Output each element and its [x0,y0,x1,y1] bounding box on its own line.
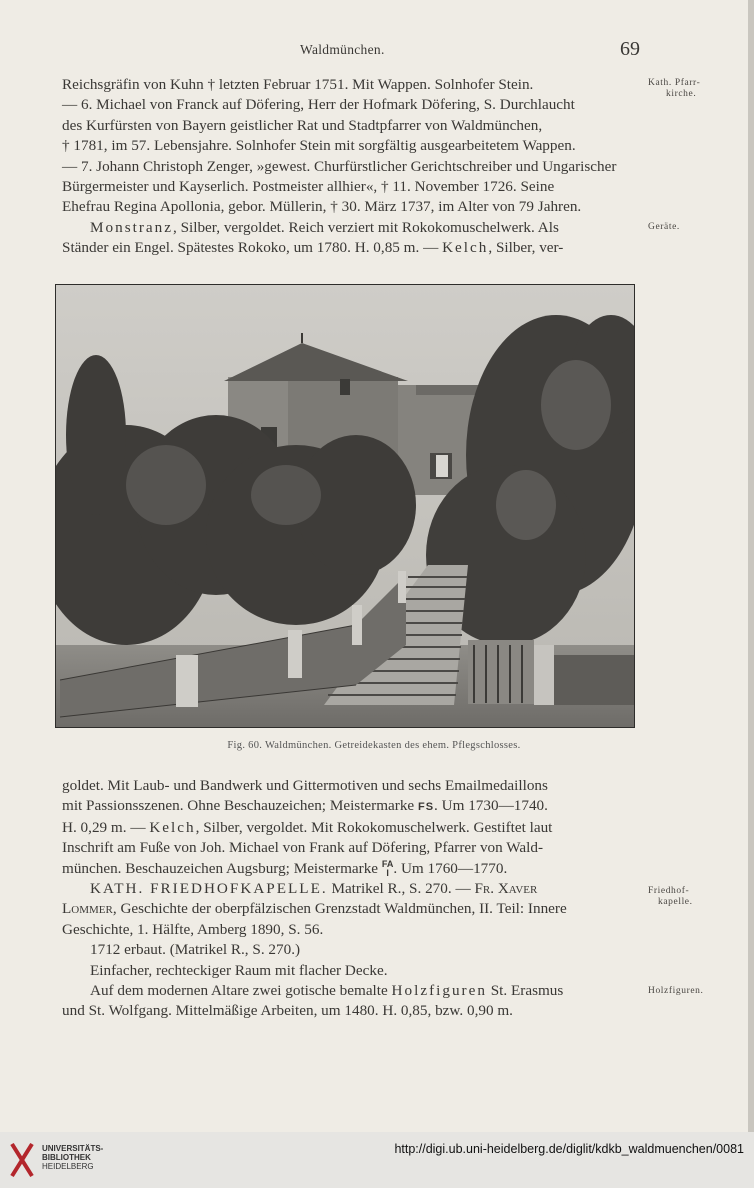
margin-note-kath-pfarrkirche: Kath. Pfarr- kirche. [648,78,701,99]
page-number: 69 [620,38,640,60]
text-line: Ehefrau Regina Apollonia, gebor. Müllerin, † 30. März 1737, im Alter von 79 Jahren. [62,198,582,216]
text-block-bottom [62,776,640,1022]
text-line: Inschrift am Fuße von Joh. Michael von Frank auf Döfering, Pfarrer von Wald- [62,839,544,857]
university-logo-icon [8,1140,36,1180]
running-title: Waldmünchen. [300,42,385,57]
text-line: des Kurfürsten von Bayern geistlicher Rat und Stadtpfarrer von Waldmünchen, [62,116,543,134]
text-line: 1712 erbaut. (Matrikel R., S. 270.) [90,941,301,959]
photo-figure [55,284,635,728]
margin-note-geraete: Geräte. [648,222,680,232]
text-line: Bürgermeister und Kayserlich. Postmeister allhier«, † 11. November 1726. Seine [62,178,555,196]
text-line: Reichsgräfin von Kuhn † letzten Februar 1751. Mit Wappen. Solnhofer Stein. [62,76,534,93]
mastermark-fs: FS [417,801,435,814]
text-line: Lommer, Geschichte der oberpfälzischen Grenzstadt Waldmünchen, II. Teil: Innere [62,900,567,918]
text-line: und St. Wolfgang. Mittelmäßige Arbeiten, um 1480. H. 0,85, bzw. 0,90 m. [62,1002,513,1020]
paragraph-friedhofkapelle: KATH. FRIEDHOFKAPELLE. Matrikel R., S. 270. — Fr. Xaver [90,880,538,898]
keyword-kelch: Kelch [442,239,489,257]
paragraph-monstranz: Monstranz, Silber, vergoldet. Reich verziert mit Rokokomuschelwerk. Als [90,218,559,236]
keyword-holzfiguren: Holzfiguren [391,982,487,1000]
text-line: H. 0,29 m. — Kelch, Silber, vergoldet. Mit Rokokomuschelwerk. Gestiftet laut [62,818,553,836]
page-header [0,38,748,68]
margin-note-friedhofkapelle: Friedhof- kapelle. [648,886,693,907]
mastermark-fa: FA I [381,859,394,879]
getreidekasten-photo [56,285,634,727]
paragraph-holzfiguren: Auf dem modernen Altare zwei gotische bemalte Holzfiguren St. Erasmus [90,982,564,1000]
figure-caption: Fig. 60. Waldmünchen. Getreidekasten des ehem. Pflegschlosses. [227,740,521,751]
keyword-kelch: Kelch [149,818,196,836]
library-name: UNIVERSITÄTS- BIBLIOTHEK HEIDELBERG [42,1144,104,1171]
source-url-link[interactable]: http://digi.ub.uni-heidelberg.de/diglit/kdkb_waldmuenchen/0081 [394,1142,744,1156]
text-line: — 7. Johann Christoph Zenger, »gewest. Churfürstlicher Gerichtschreiber und Ungarischer [62,157,617,175]
text-line: † 1781, im 57. Lebensjahre. Solnhofer Stein mit sorgfältig ausgearbeitetem Wappen. [62,137,576,155]
text-line: Einfacher, rechteckiger Raum mit flacher Decke. [90,961,388,979]
text-line: — 6. Michael von Franck auf Döfering, Herr der Hofmark Döfering, S. Durchlaucht [62,96,575,114]
text-line: münchen. Beschauzeichen Augsburg; Meistermarke FA I . Um 1760—1770. [62,859,508,879]
keyword-monstranz: Monstranz [90,218,173,236]
text-block-top [62,75,640,259]
viewer-footer [0,1132,754,1188]
text-line: Ständer ein Engel. Spätestes Rokoko, um 1780. H. 0,85 m. — Kelch, Silber, ver- [62,239,564,257]
text-line: mit Passionsszenen. Ohne Beschauzeichen; Meistermarke FS. Um 1730—1740. [62,797,548,815]
text-line: goldet. Mit Laub- und Bandwerk und Gittermotiven und sechs Emailmedaillons [62,777,548,794]
section-heading: KATH. FRIEDHOFKAPELLE. [90,880,328,898]
margin-note-holzfiguren: Holzfiguren. [648,986,704,996]
text-line: Geschichte, 1. Hälfte, Amberg 1890, S. 56. [62,920,324,938]
